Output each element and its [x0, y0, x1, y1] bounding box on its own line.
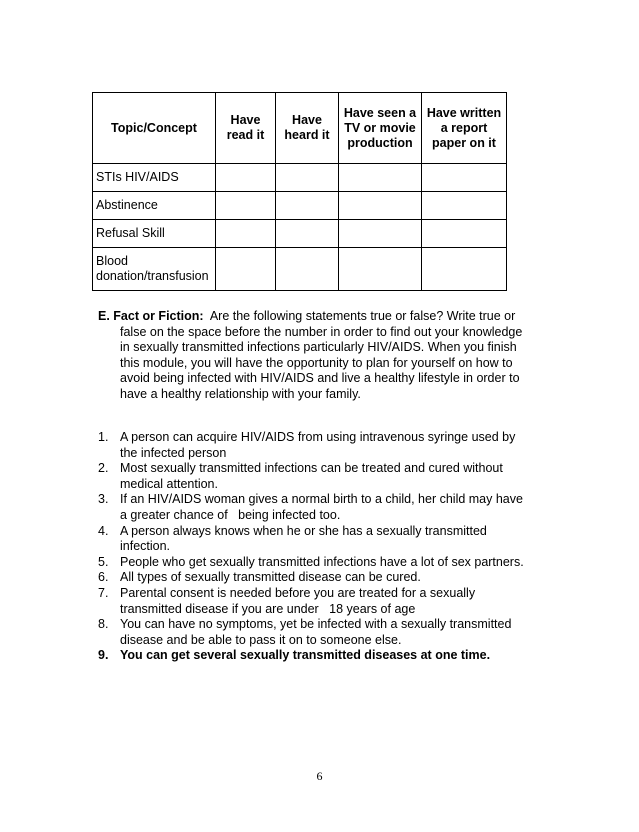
list-item [98, 648, 528, 664]
list-item [98, 555, 528, 571]
item-number: 6. [98, 570, 109, 585]
cell-written[interactable] [422, 192, 507, 220]
item-text: If an HIV/AIDS woman gives a normal birth to a child, her child may have a greater chance of being infected too. [120, 492, 527, 522]
cell-written[interactable] [422, 248, 507, 291]
table-row [93, 192, 507, 220]
item-number: 2. [98, 461, 109, 476]
table-row [93, 248, 507, 291]
fact-or-fiction-section [98, 309, 528, 403]
item-number: 8. [98, 617, 109, 632]
header-have-read-it: Have read it [216, 93, 276, 164]
list-item [98, 430, 528, 461]
cell-read[interactable] [216, 164, 276, 192]
item-number: 7. [98, 585, 109, 600]
header-have-written-report: Have written a report paper on it [422, 93, 507, 164]
cell-read[interactable] [216, 192, 276, 220]
section-intro-paragraph [98, 309, 528, 403]
row-topic-stis: STIs HIV/AIDS [93, 164, 216, 192]
item-number: 3. [98, 492, 109, 507]
row-topic-abstinence: Abstinence [93, 192, 216, 220]
cell-seen[interactable] [339, 164, 422, 192]
cell-heard[interactable] [276, 164, 339, 192]
list-item [98, 461, 528, 492]
item-text: People who get sexually transmitted infections have a lot of sex partners. [120, 554, 524, 569]
item-text: A person always knows when he or she has a sexually transmitted infection. [120, 523, 487, 554]
cell-seen[interactable] [339, 192, 422, 220]
topic-survey-table [92, 92, 507, 291]
cell-written[interactable] [422, 164, 507, 192]
item-number: 9. [98, 648, 109, 663]
item-text: All types of sexually transmitted disease can be cured. [120, 570, 421, 585]
header-topic-concept: Topic/Concept [93, 93, 216, 164]
cell-seen[interactable] [339, 248, 422, 291]
row-topic-refusal-skill: Refusal Skill [93, 220, 216, 248]
table-row [93, 220, 507, 248]
item-number: 1. [98, 430, 109, 444]
list-item [98, 524, 528, 555]
item-number: 5. [98, 554, 109, 569]
table-row [93, 164, 507, 192]
cell-heard[interactable] [276, 220, 339, 248]
list-item [98, 586, 528, 617]
list-item [98, 570, 528, 586]
item-text: Parental consent is needed before you are treated for a sexually transmitted disease if you are under 18 years of age [120, 585, 479, 616]
cell-read[interactable] [216, 248, 276, 291]
cell-heard[interactable] [276, 192, 339, 220]
item-text: You can get several sexually transmitted diseases at one time. [120, 648, 491, 663]
cell-heard[interactable] [276, 248, 339, 291]
cell-written[interactable] [422, 220, 507, 248]
cell-read[interactable] [216, 220, 276, 248]
item-text: Most sexually transmitted infections can be treated and cured without medical attention. [120, 461, 503, 491]
item-text: You can have no symptoms, yet be infected with a sexually transmitted disease and be able to pass it on to someone else. [120, 617, 512, 647]
section-label: E. Fact or Fiction: [98, 309, 204, 323]
table-header-row [93, 93, 507, 164]
item-number: 4. [98, 523, 109, 538]
cell-seen[interactable] [339, 220, 422, 248]
item-text: A person can acquire HIV/AIDS from using intravenous syringe used by the infected person [120, 430, 516, 460]
header-have-heard-it: Have heard it [276, 93, 339, 164]
statement-list [98, 430, 528, 664]
list-item [98, 617, 528, 648]
section-intro-text: Are the following statements true or false? Write true or false on the space before the number in order to find out your knowledge in sexually transmitted infections particularly HIV/AIDS. When you finish this module, you will have the opportunity to plan for yourself on how to avoid being infected with HIV/AIDS and live a healthy lifestyle in order to have a healthy relationship with your family. [120, 309, 523, 401]
page-number: 6 [316, 769, 323, 783]
list-item [98, 492, 528, 523]
row-topic-blood-donation: Blood donation/transfusion [93, 248, 216, 291]
header-have-seen-production: Have seen a TV or movie production [339, 93, 422, 164]
